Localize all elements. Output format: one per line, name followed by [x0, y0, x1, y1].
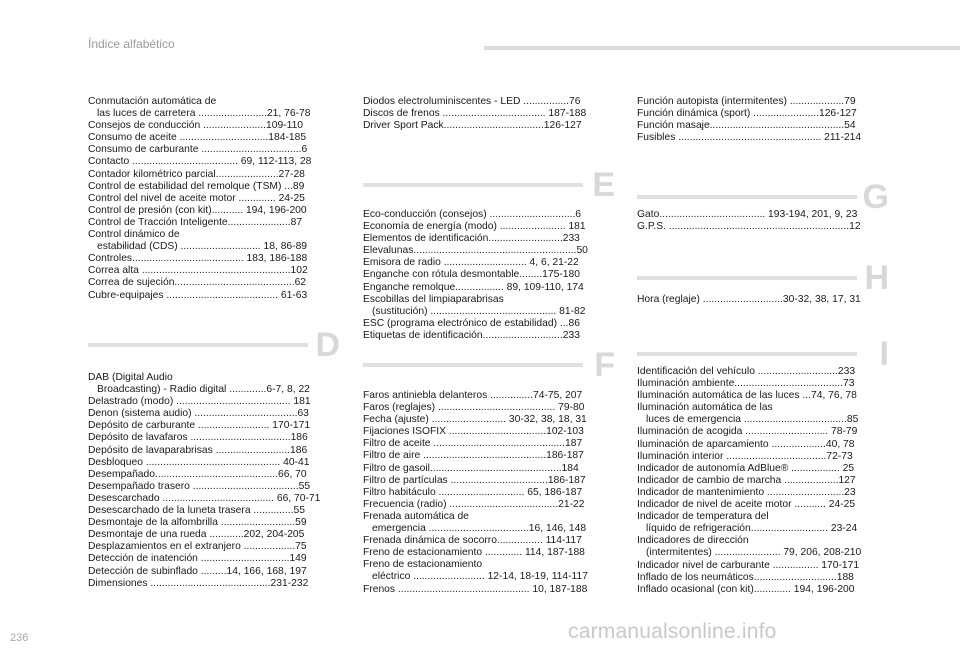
- index-entry: Identificación del vehículo ............................233: [637, 366, 856, 377]
- divider-rule: [637, 195, 857, 199]
- index-block-d-cont: [363, 96, 615, 132]
- index-entry: Filtro habitáculo .............................. 65, 186-187: [363, 486, 583, 498]
- index-entry: Faros (reglajes) ......................................... 79-80: [363, 402, 585, 414]
- index-entry: Desescarchado de la luneta trasera ..............55: [88, 505, 305, 517]
- index-entry: (intermitentes) ....................... 79, 206, 208-210: [646, 547, 862, 559]
- index-entry: luces de emergencia ....................................85: [646, 414, 859, 426]
- index-entry: Gato..................................... 193-194, 201, 9, 23: [637, 209, 858, 220]
- index-column-3: [637, 96, 889, 144]
- index-block-g: [637, 209, 889, 233]
- index-entry: Depósito de carburante ......................... 170-171: [88, 420, 311, 432]
- index-entry: Emisora de radio ............................. 4, 6, 21-22: [363, 257, 579, 269]
- index-column-1-d: [88, 372, 340, 590]
- divider-rule: [637, 352, 857, 356]
- section-letter: G: [862, 178, 889, 216]
- index-entry: estabilidad (CDS) ............................ 18, 86-89: [97, 241, 308, 253]
- index-entry: Fusibles .................................................. 211-214: [637, 132, 862, 144]
- index-entry: Control de presión (con kit)........... 194, 196-200: [88, 204, 307, 216]
- index-entry: Depósito de lavafaros ...................................186: [88, 432, 308, 444]
- index-entry: Filtro de partículas ..................................186-187: [363, 474, 586, 486]
- index-entry: Iluminación ambiente......................................73: [637, 378, 855, 390]
- index-entry: Indicador de nivel de aceite motor ........... 24-25: [637, 499, 856, 511]
- index-block-c: [88, 96, 340, 302]
- index-entry: Filtro de aceite ..............................................187: [363, 438, 583, 450]
- index-entry: Filtro de gasoil..............................................184: [363, 462, 579, 474]
- index-entry: Control de Tracción Inteligente......................87: [88, 216, 303, 228]
- index-entry: Contacto ..................................... 69, 112-113, 28: [88, 156, 312, 168]
- watermark: carmanualsonline.info: [568, 620, 777, 643]
- index-entry: ESC (programa electrónico de estabilidad) ...86: [363, 317, 580, 329]
- index-block-f: [363, 390, 615, 596]
- index-entry: eléctrico ......................... 12-14, 18-19, 114-117: [372, 571, 588, 583]
- divider-rule: [88, 343, 308, 347]
- index-entry: Frenos .............................................. 10, 187-188: [363, 583, 588, 595]
- index-entry: las luces de carretera ........................21, 76-78: [97, 108, 311, 120]
- index-column-2-f: [363, 390, 615, 596]
- index-column-3-g: [637, 209, 889, 233]
- index-entry: Consumo de carburante ...................................6: [88, 144, 308, 156]
- index-entry: Indicador de temperatura del: [637, 511, 769, 523]
- index-entry: Indicador de cambio de marcha ...................127: [637, 474, 856, 486]
- index-block-h: [637, 294, 889, 306]
- index-entry: Depósito de lavaparabrisas ..........................186: [88, 444, 308, 456]
- index-entry: Desplazamientos en el extranjero ..................75: [88, 541, 307, 553]
- index-block-i: [637, 366, 889, 596]
- section-title: Índice alfabético: [88, 37, 175, 51]
- index-entry: Contador kilométrico parcial......................27-28: [88, 168, 305, 180]
- index-entry: Detección de subinflado .........14, 166, 168, 197: [88, 565, 307, 577]
- index-entry: Enganche con rótula desmontable........175-180: [363, 269, 580, 281]
- index-entry: Eco-conducción (consejos) ..............................6: [363, 209, 582, 220]
- index-entry: Hora (reglaje) ............................30-32, 38, 17, 31: [637, 294, 861, 305]
- divider-rule: [363, 183, 583, 187]
- index-entry: Cubre-equipajes ....................................... 61-63: [88, 289, 308, 301]
- index-entry: Elevalunas.........................................................50: [363, 245, 588, 257]
- divider-rule: [637, 276, 857, 280]
- index-entry: Desescarchado ....................................... 66, 70-71: [88, 492, 321, 504]
- index-entry: Iluminación automática de las luces ...74, 76, 78: [637, 390, 857, 402]
- index-entry: Desempañado trasero .....................................55: [88, 480, 311, 492]
- section-letter: F: [594, 346, 615, 384]
- index-entry: Etiquetas de identificación............................233: [363, 329, 580, 341]
- index-entry: Discos de frenos .................................... 187-188: [363, 108, 587, 120]
- index-entry: Freno de estacionamiento: [363, 559, 483, 571]
- index-entry: Diodos electroluminiscentes - LED ................76: [363, 96, 581, 107]
- index-entry: Indicador nivel de carburante ................ 170-171: [637, 559, 860, 571]
- index-entry: Controles....................................... 183, 186-188: [88, 253, 308, 265]
- index-entry: Inflado de los neumáticos.............................188: [637, 571, 854, 583]
- index-entry: Desmontaje de una rueda ............202, 204-205: [88, 529, 305, 541]
- index-column-2: [363, 96, 615, 132]
- index-entry: Iluminación interior ...................................72-73: [637, 450, 853, 462]
- index-entry: Enganche remolque................. 89, 109-110, 174: [363, 281, 584, 293]
- index-entry: Desmontaje de la alfombrilla ..........................59: [88, 517, 307, 529]
- index-entry: Dimensiones ..........................................231-232: [88, 577, 309, 589]
- index-entry: (sustitución) ............................................ 81-82: [372, 305, 586, 317]
- section-letter: H: [864, 259, 889, 297]
- section-divider-f: [363, 342, 615, 388]
- index-entry: líquido de refrigeración........................... 23-24: [646, 523, 858, 535]
- index-block-f-cont: [637, 96, 889, 144]
- index-column-1: [88, 96, 340, 302]
- index-entry: Consumo de aceite ...............................184-185: [88, 132, 307, 144]
- section-letter: I: [879, 335, 889, 373]
- index-entry: Frenada dinámica de socorro................ 114-117: [363, 535, 582, 547]
- index-entry: Iluminación de aparcamiento ...................40, 78: [637, 438, 855, 450]
- index-block-e: [363, 209, 615, 342]
- index-entry: Inflado ocasional (con kit)............. 194, 196-200: [637, 583, 855, 595]
- index-entry: Iluminación de acogida ............................. 78-79: [637, 426, 858, 438]
- index-entry: Detección de inatención ...............................149: [88, 553, 307, 565]
- section-letter: E: [592, 166, 615, 204]
- index-entry: Conmutación automática de: [88, 96, 217, 107]
- index-column-3-h: [637, 294, 889, 306]
- index-entry: Delastrado (modo) ........................................ 181: [88, 396, 311, 408]
- index-entry: Escobillas del limpiaparabrisas: [363, 293, 504, 305]
- index-entry: Indicador de autonomía AdBlue® ................. 25: [637, 462, 855, 474]
- index-entry: Función dinámica (sport) .......................126-127: [637, 108, 857, 120]
- index-entry: Correa alta ....................................................102: [88, 265, 308, 277]
- index-entry: Economía de energía (modo) ....................... 181: [363, 221, 586, 233]
- section-divider-e: [363, 162, 615, 208]
- index-entry: Denon (sistema audio) ....................................63: [88, 408, 309, 420]
- index-entry: Faros antiniebla delanteros ...............74-75, 207: [363, 390, 583, 401]
- index-entry: Desempañado...........................................66, 70: [88, 468, 307, 480]
- index-entry: Función masaje...............................................54: [637, 120, 856, 132]
- section-divider-d: [88, 322, 340, 368]
- divider-rule: [363, 363, 583, 367]
- index-entry: Función autopista (intermitentes) ...................79: [637, 96, 856, 107]
- index-entry: Indicador de mantenimiento ...........................23: [637, 486, 856, 498]
- index-entry: Consejos de conducción ......................109-110: [88, 120, 304, 132]
- index-entry: Desbloqueo ............................................... 40-41: [88, 456, 310, 468]
- header-rule: [484, 46, 960, 50]
- index-entry: Correa de sujeción..........................................62: [88, 277, 307, 289]
- index-entry: Fijaciones ISOFIX ..................................102-103: [363, 426, 584, 438]
- index-entry: Indicadores de dirección: [637, 535, 749, 547]
- index-entry: Control de estabilidad del remolque (TSM) ...89: [88, 180, 305, 192]
- index-entry: DAB (Digital Audio: [88, 372, 173, 383]
- index-entry: Iluminación automática de las: [637, 402, 773, 414]
- index-column-2-e: [363, 209, 615, 342]
- index-block-d: [88, 372, 340, 590]
- index-entry: Frenada automática de: [363, 510, 469, 522]
- index-entry: Elementos de identificación..........................233: [363, 233, 580, 245]
- section-letter: D: [315, 326, 340, 364]
- page-number: 236: [10, 632, 29, 644]
- index-entry: Control dinámico de: [88, 229, 180, 241]
- index-entry: Control del nivel de aceite motor ............. 24-25: [88, 192, 305, 204]
- index-entry: Freno de estacionamiento ............. 114, 187-188: [363, 547, 585, 559]
- index-entry: G.P.S. ...............................................................12: [637, 221, 861, 233]
- index-entry: Frecuencia (radio) ......................................21-22: [363, 498, 585, 510]
- index-entry: Filtro de aire ...........................................186-187: [363, 450, 584, 462]
- index-entry: Driver Sport Pack...................................126-127: [363, 120, 582, 132]
- index-column-3-i: [637, 366, 889, 596]
- index-entry: emergencia ...................................16, 146, 148: [372, 523, 587, 535]
- index-entry: Broadcasting) - Radio digital .............6-7, 8, 22: [97, 384, 310, 396]
- index-entry: Fecha (ajuste) .......................... 30-32, 38, 18, 31: [363, 414, 587, 426]
